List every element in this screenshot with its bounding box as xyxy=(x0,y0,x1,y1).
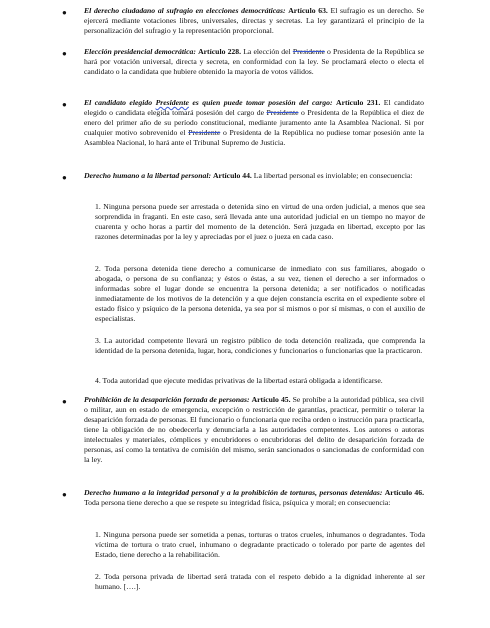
item-paragraph xyxy=(84,47,424,77)
item-title xyxy=(84,98,333,107)
item-title: El derecho ciudadano al sufragio en elecciones democráticas: xyxy=(84,6,286,15)
subitem-44-3 xyxy=(95,336,425,356)
item-paragraph xyxy=(84,395,424,465)
article-number: Artículo 228. xyxy=(198,47,242,56)
presidente-word: Presidente xyxy=(292,47,325,56)
article-number: Artículo 44. xyxy=(213,171,252,180)
subitem-text: 2. Toda persona privada de libertad será tratada con el respeto debido a la dignidad inherente al ser humano. [….]. xyxy=(95,572,425,591)
item-text: La elección del xyxy=(243,47,291,56)
item-text: Toda persona tiene derecho a que se respete su integridad física, psíquica y moral; en consecuencia: xyxy=(84,498,391,507)
title-part: es quien puede tomar posesión del cargo: xyxy=(192,98,333,107)
item-title: Prohibición de la desaparición forzada de personas: xyxy=(84,395,250,404)
item-paragraph xyxy=(84,171,424,181)
subitem-46-2 xyxy=(95,572,425,592)
bullet-icon: ● xyxy=(62,173,67,182)
title-part: El candidato elegido xyxy=(84,98,153,107)
item-paragraph xyxy=(84,98,424,148)
item-text: La libertad personal es inviolable; en consecuencia: xyxy=(253,171,413,180)
item-text: El sufragio es un derecho. Se ejercerá mediante votaciones libres, universales, directas y secretas. La ley garantizará el principio de la personalización del sufragio y la representación proporcional. xyxy=(84,6,425,35)
subitem-text: 4. Toda autoridad que ejecute medidas privativas de la libertad estará obligada a identificarse. xyxy=(95,376,383,385)
item-text: o Presidenta de la República no pudiese tomar posesión ante la Asamblea Nacional, lo hará ante el Tribunal Supremo de Justicia. xyxy=(84,128,424,147)
item-paragraph xyxy=(84,6,424,36)
subitem-44-2 xyxy=(95,264,425,324)
subitem-44-1 xyxy=(95,202,425,242)
item-paragraph xyxy=(84,488,424,508)
subitem-46-1 xyxy=(95,530,425,560)
subitem-text: 1. Ninguna persona puede ser sometida a penas, torturas o tratos crueles, inhumanos o degradantes. Toda víctima de tortura o trato cruel, inhumano o degradante practicado o tolerado por parte de agentes del Estado, tiene derecho a la rehabilitación. xyxy=(95,530,425,559)
bullet-icon: ● xyxy=(62,8,67,17)
subitem-44-4 xyxy=(95,376,425,386)
item-title: Derecho humano a la libertad personal: xyxy=(84,171,212,180)
presidente-word: Presidente xyxy=(155,98,189,107)
item-art-44 xyxy=(84,171,424,181)
article-number: Artículo 46. xyxy=(384,488,425,497)
item-art-46 xyxy=(84,488,424,508)
bullet-icon: ● xyxy=(62,490,67,499)
presidente-word: Presidente xyxy=(188,128,221,137)
item-title: Derecho humano a la integridad personal y a la prohibición de torturas, personas detenidas: xyxy=(84,488,383,497)
bullet-icon: ● xyxy=(62,49,67,58)
item-text: El candidato elegido o candidata elegida tomará posesión del cargo de xyxy=(84,98,425,117)
subitem-text: 2. Toda persona detenida tiene derecho a comunicarse de inmediato con sus familiares, abogado o abogada, o persona de su confianza; y éstos o éstas, a su vez, tienen el derecho a ser informados o informadas sobre el lugar donde se encuentra la persona detenida; a ser notificados o notificadas inmediatamente de los motivos de la detención y a que dejen constancia escrita en el expediente sobre el estado físico y psíquico de la persona detenida, ya sea por sí mismos o por sí mismas, o con el auxilio de especialistas. xyxy=(95,264,425,323)
item-title: Elección presidencial democrática: xyxy=(84,47,196,56)
presidente-word: Presidente xyxy=(266,108,299,117)
item-text: o Presidenta de la República se hará por votación universal, directa y secreta, en conformidad con la ley. Se proclamará electo o electa el candidato o la candidata que hubiere obtenido la mayoría de votos válidos. xyxy=(84,47,425,76)
subitem-text: 3. La autoridad competente llevará un registro público de toda detención realizada, que comprenda la identidad de la persona detenida, lugar, hora, condiciones y funcionarios o funcionarias que la practicaron. xyxy=(95,336,425,355)
item-text: Se prohíbe a la autoridad pública, sea civil o militar, aun en estado de emergencia, excepción o restricción de garantías, practicar, permitir o tolerar la desaparición forzada de personas. El funcionario o funcionaria que reciba orden o instrucción para practicarla, tiene la obligación de no obedecerla y denunciarla a las autoridades competentes. Los autores o autoras intelectuales y materiales, cómplices y encubridores o encubridoras del delito de desaparición forzada de personas, así como la tentativa de comisión del mismo, serán sancionados o sancionadas de conformidad con la ley. xyxy=(84,395,425,464)
item-art-228 xyxy=(84,47,424,77)
item-art-63 xyxy=(84,6,424,36)
article-number: Artículo 63. xyxy=(288,6,328,15)
item-text: o Presidenta de la República el diez de enero del primer año de su período constitucional, mediante juramento ante la Asamblea Nacional. Si por cualquier motivo sobrevenido el xyxy=(84,108,425,137)
article-number: Artículo 231. xyxy=(336,98,381,107)
article-number: Artículo 45. xyxy=(251,395,291,404)
bullet-icon: ● xyxy=(62,397,67,406)
bullet-icon: ● xyxy=(62,100,67,109)
item-art-45 xyxy=(84,395,424,465)
item-art-231 xyxy=(84,98,424,148)
subitem-text: 1. Ninguna persona puede ser arrestada o detenida sino en virtud de una orden judicial, a menos que sea sorprendida in fraganti. En este caso, será llevada ante una autoridad judicial en un tiempo no mayor de cuarenta y ocho horas a partir del momento de la detención. Será juzgada en libertad, excepto por las razones determinadas por la ley y apreciadas por el juez o jueza en cada caso. xyxy=(95,202,425,241)
